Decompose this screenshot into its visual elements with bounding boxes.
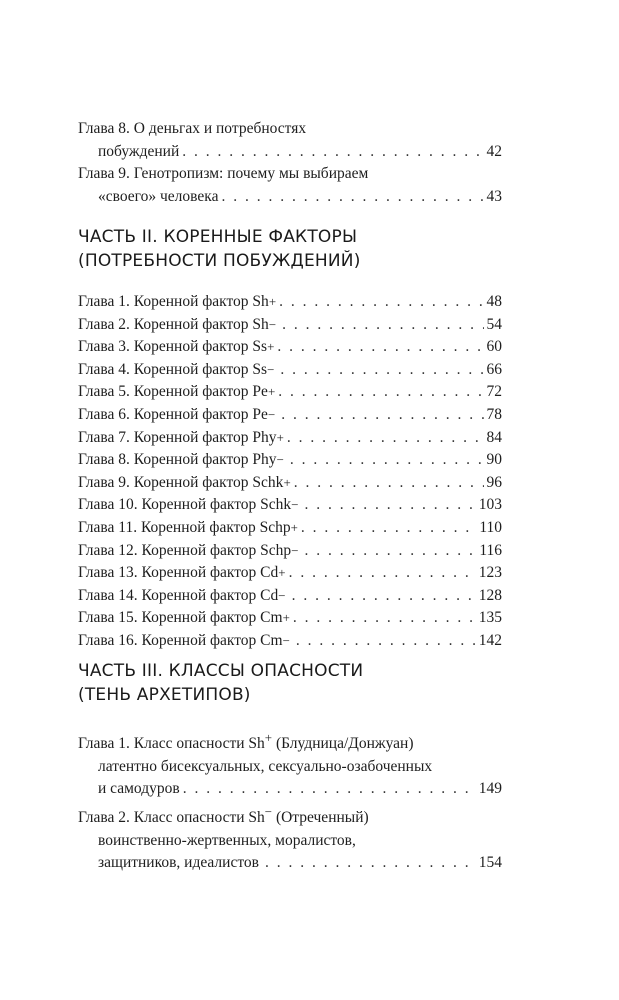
toc-page-number: 103 <box>478 496 502 514</box>
superscript-sign: − <box>267 361 275 377</box>
dot-leader <box>294 472 484 495</box>
superscript-sign: − <box>264 803 273 819</box>
toc-entry-title: Глава 14. Коренной фактор Cd <box>78 586 279 604</box>
toc-entry-title: Глава 6. Коренной фактор Pe <box>78 405 268 423</box>
toc-entry-title-cont: (Отреченный) <box>272 809 369 827</box>
dot-leader <box>293 607 476 630</box>
toc-page-number: 142 <box>478 631 502 649</box>
toc-entry-title: Глава 12. Коренной фактор Schp <box>78 541 292 559</box>
toc-entry[interactable] <box>78 607 502 630</box>
toc-entry[interactable] <box>78 540 502 563</box>
dot-leader <box>304 540 476 563</box>
toc-entry-title-cont: латентно бисексуальных, сексуально-озабоченных <box>98 757 433 775</box>
toc-entry[interactable] <box>78 314 502 337</box>
toc-page-number: 43 <box>486 187 502 205</box>
toc-entry-title-cont: воинственно-жертвенных, моралистов, <box>98 831 356 849</box>
part-heading <box>78 659 502 707</box>
dot-leader <box>183 778 476 801</box>
toc-page-number: 90 <box>486 451 502 469</box>
dot-leader <box>292 585 476 608</box>
toc-entry[interactable] <box>78 801 502 875</box>
toc-entry-title: Глава 16. Коренной фактор Cm <box>78 631 283 649</box>
toc-entry[interactable] <box>78 472 502 495</box>
part-heading-line: ЧАСТЬ III. КЛАССЫ ОПАСНОСТИ <box>78 661 364 681</box>
superscript-sign: − <box>278 587 286 603</box>
toc-page-number: 96 <box>486 473 502 491</box>
dot-leader <box>279 291 483 314</box>
superscript-sign: − <box>268 316 277 332</box>
toc-page-number: 78 <box>486 405 502 423</box>
toc-entry-title-cont: (Блудница/Донжуан) <box>272 735 414 753</box>
superscript-sign: + <box>267 384 276 400</box>
toc-entry-title: Глава 4. Коренной фактор Ss <box>78 360 268 378</box>
superscript-sign: + <box>276 429 284 445</box>
toc-entry[interactable] <box>78 118 502 163</box>
toc-entry-title: Глава 3. Коренной фактор Ss <box>78 338 268 356</box>
toc-entry[interactable] <box>78 359 502 382</box>
toc-entry-title: Глава 2. Класс опасности Sh <box>78 809 265 827</box>
superscript-sign: − <box>291 497 299 513</box>
toc-entry-title: Глава 8. Коренной фактор Phy <box>78 451 277 469</box>
toc-page-number: 84 <box>486 428 502 446</box>
toc-entry-title: Глава 1. Класс опасности Sh <box>78 735 265 753</box>
superscript-sign: − <box>267 406 276 422</box>
toc-top-entries <box>78 118 502 208</box>
toc-entry[interactable] <box>78 630 502 653</box>
toc-entry-title-cont: побуждений <box>98 142 180 160</box>
toc-entry-title-cont: «своего» человека <box>98 187 219 205</box>
toc-page-number: 116 <box>479 541 502 559</box>
toc-page-number: 48 <box>486 293 502 310</box>
dot-leader <box>280 359 483 382</box>
superscript-sign: + <box>264 730 273 745</box>
superscript-sign: − <box>276 452 284 468</box>
toc-entry-title: Глава 9. Генотропизм: почему мы выбираем <box>78 165 369 183</box>
dot-leader <box>182 141 483 164</box>
toc-page-number: 66 <box>486 360 502 378</box>
part-heading-line: ЧАСТЬ II. КОРЕННЫЕ ФАКТОРЫ <box>78 227 358 247</box>
toc-page-number: 72 <box>486 383 502 401</box>
dot-leader <box>301 517 476 540</box>
toc-page-number: 149 <box>478 780 502 798</box>
superscript-sign: + <box>282 610 290 626</box>
toc-entry[interactable] <box>78 336 502 359</box>
superscript-sign: + <box>267 339 275 355</box>
toc-entry[interactable] <box>78 404 502 427</box>
toc-entry-title: Глава 5. Коренной фактор Pe <box>78 383 268 401</box>
part-heading-line: (ПОТРЕБНОСТИ ПОБУЖДЕНИЙ) <box>78 251 361 271</box>
dot-leader <box>287 427 484 450</box>
toc-entry-title-cont: и самодуров <box>98 780 180 798</box>
toc-entry-title: Глава 2. Коренной фактор Sh <box>78 315 269 333</box>
toc-page-number: 128 <box>478 586 502 604</box>
toc-entry-title: Глава 1. Коренной фактор Sh <box>78 293 269 310</box>
toc-entry-title: Глава 7. Коренной фактор Phy <box>78 428 277 446</box>
dot-leader <box>281 404 483 427</box>
toc-entry[interactable] <box>78 163 502 208</box>
toc-page-number: 42 <box>486 142 502 160</box>
dot-leader <box>278 381 483 404</box>
dot-leader <box>282 314 483 337</box>
toc-page-number: 110 <box>479 518 502 536</box>
toc-entry-title: Глава 13. Коренной фактор Cd <box>78 564 279 582</box>
superscript-sign: − <box>282 632 290 648</box>
toc-page-number: 123 <box>478 564 502 582</box>
part-heading-line: (ТЕНЬ АРХЕТИПОВ) <box>78 685 251 705</box>
toc-part3-list <box>78 727 502 875</box>
toc-entry[interactable] <box>78 381 502 404</box>
toc-entry-title-cont: защитников, идеалистов <box>98 854 259 872</box>
toc-page-number: 154 <box>478 854 502 872</box>
dot-leader <box>221 186 483 209</box>
toc-entry[interactable] <box>78 427 502 450</box>
toc-part2-list <box>78 291 502 653</box>
superscript-sign: + <box>283 474 291 490</box>
dot-leader <box>290 449 484 472</box>
toc-entry-title: Глава 15. Коренной фактор Cm <box>78 609 283 627</box>
superscript-sign: + <box>278 565 286 581</box>
toc-entry[interactable] <box>78 562 502 585</box>
superscript-sign: + <box>268 294 277 309</box>
toc-page-number: 135 <box>478 609 502 627</box>
toc-entry-title: Глава 8. О деньгах и потребностях <box>78 120 307 137</box>
toc-entry[interactable] <box>78 585 502 608</box>
toc-page-number: 60 <box>486 338 502 356</box>
toc-entry-title: Глава 9. Коренной фактор Schk <box>78 473 284 491</box>
toc-entry[interactable] <box>78 449 502 472</box>
dot-leader <box>277 336 483 359</box>
toc-entry-title: Глава 10. Коренной фактор Schk <box>78 496 292 514</box>
toc-entry[interactable] <box>78 727 502 801</box>
toc-entry[interactable] <box>78 517 502 540</box>
toc-entry[interactable] <box>78 291 502 314</box>
dot-leader <box>265 852 476 875</box>
toc-entry[interactable] <box>78 494 502 517</box>
dot-leader <box>289 562 476 585</box>
part-heading <box>78 225 502 273</box>
dot-leader <box>296 630 476 653</box>
superscript-sign: + <box>290 519 298 535</box>
toc-entry-title: Глава 11. Коренной фактор Schp <box>78 518 291 536</box>
dot-leader <box>304 494 475 517</box>
superscript-sign: − <box>291 542 299 558</box>
toc-page-number: 54 <box>486 315 502 333</box>
